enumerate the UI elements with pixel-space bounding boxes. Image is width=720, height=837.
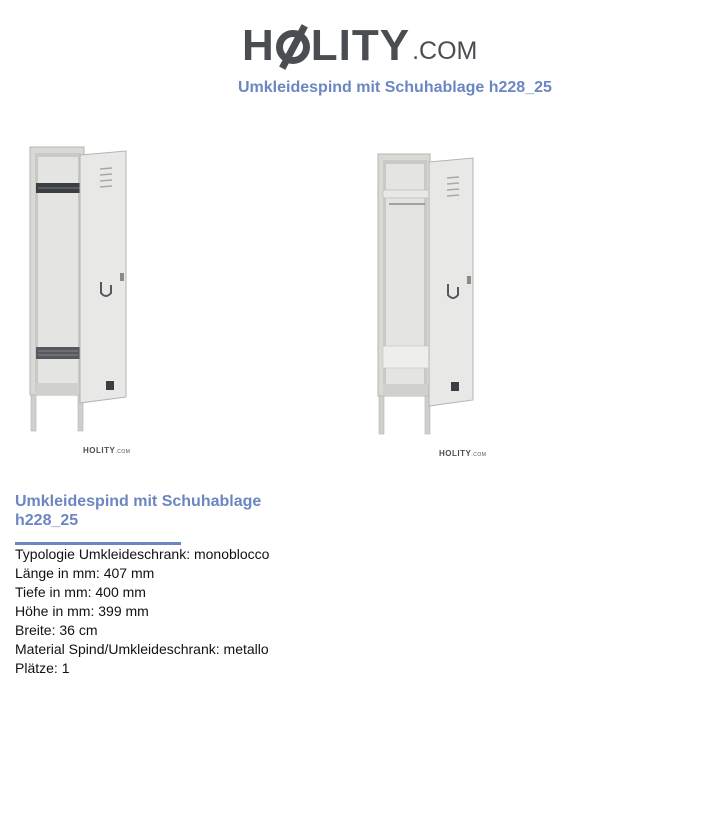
spec-item-material: Material Spind/Umkleideschrank: metallo bbox=[15, 641, 269, 657]
logo-wordmark bbox=[242, 21, 411, 70]
logo-letter-h: H bbox=[242, 21, 275, 70]
logo-letters-lity: LITY bbox=[310, 21, 411, 70]
image-watermark-logo bbox=[83, 446, 130, 455]
watermark-suffix: .COM bbox=[115, 449, 131, 455]
spec-list bbox=[15, 545, 269, 678]
locker-body bbox=[30, 147, 84, 431]
spec-item-height: Höhe in mm: 399 mm bbox=[15, 603, 149, 619]
spec-item-depth: Tiefe in mm: 400 mm bbox=[15, 584, 146, 600]
watermark-main: HOLITY bbox=[439, 449, 472, 458]
spec-item-length: Länge in mm: 407 mm bbox=[15, 565, 155, 581]
holity-logo[interactable] bbox=[242, 12, 492, 68]
locker-body bbox=[378, 154, 430, 434]
product-title: Umkleidespind mit Schuhablage h228_25 bbox=[15, 493, 262, 529]
spec-item-places: Plätze: 1 bbox=[15, 660, 70, 676]
locker-door bbox=[429, 158, 473, 406]
watermark-main: HOLITY bbox=[83, 446, 116, 455]
logo-com: .COM bbox=[412, 37, 478, 65]
page-title: Umkleidespind mit Schuhablage h228_25 bbox=[238, 79, 552, 96]
image-watermark-logo bbox=[439, 449, 486, 458]
locker-door bbox=[80, 151, 126, 403]
spec-item-width: Breite: 36 cm bbox=[15, 622, 98, 638]
logo-o-mark bbox=[276, 30, 310, 64]
spec-item-typology: Typologie Umkleideschrank: monoblocco bbox=[15, 546, 270, 562]
watermark-suffix: .COM bbox=[471, 452, 487, 458]
product-image-shoe-rack bbox=[28, 145, 138, 440]
product-image-hat-shelf bbox=[375, 150, 485, 440]
